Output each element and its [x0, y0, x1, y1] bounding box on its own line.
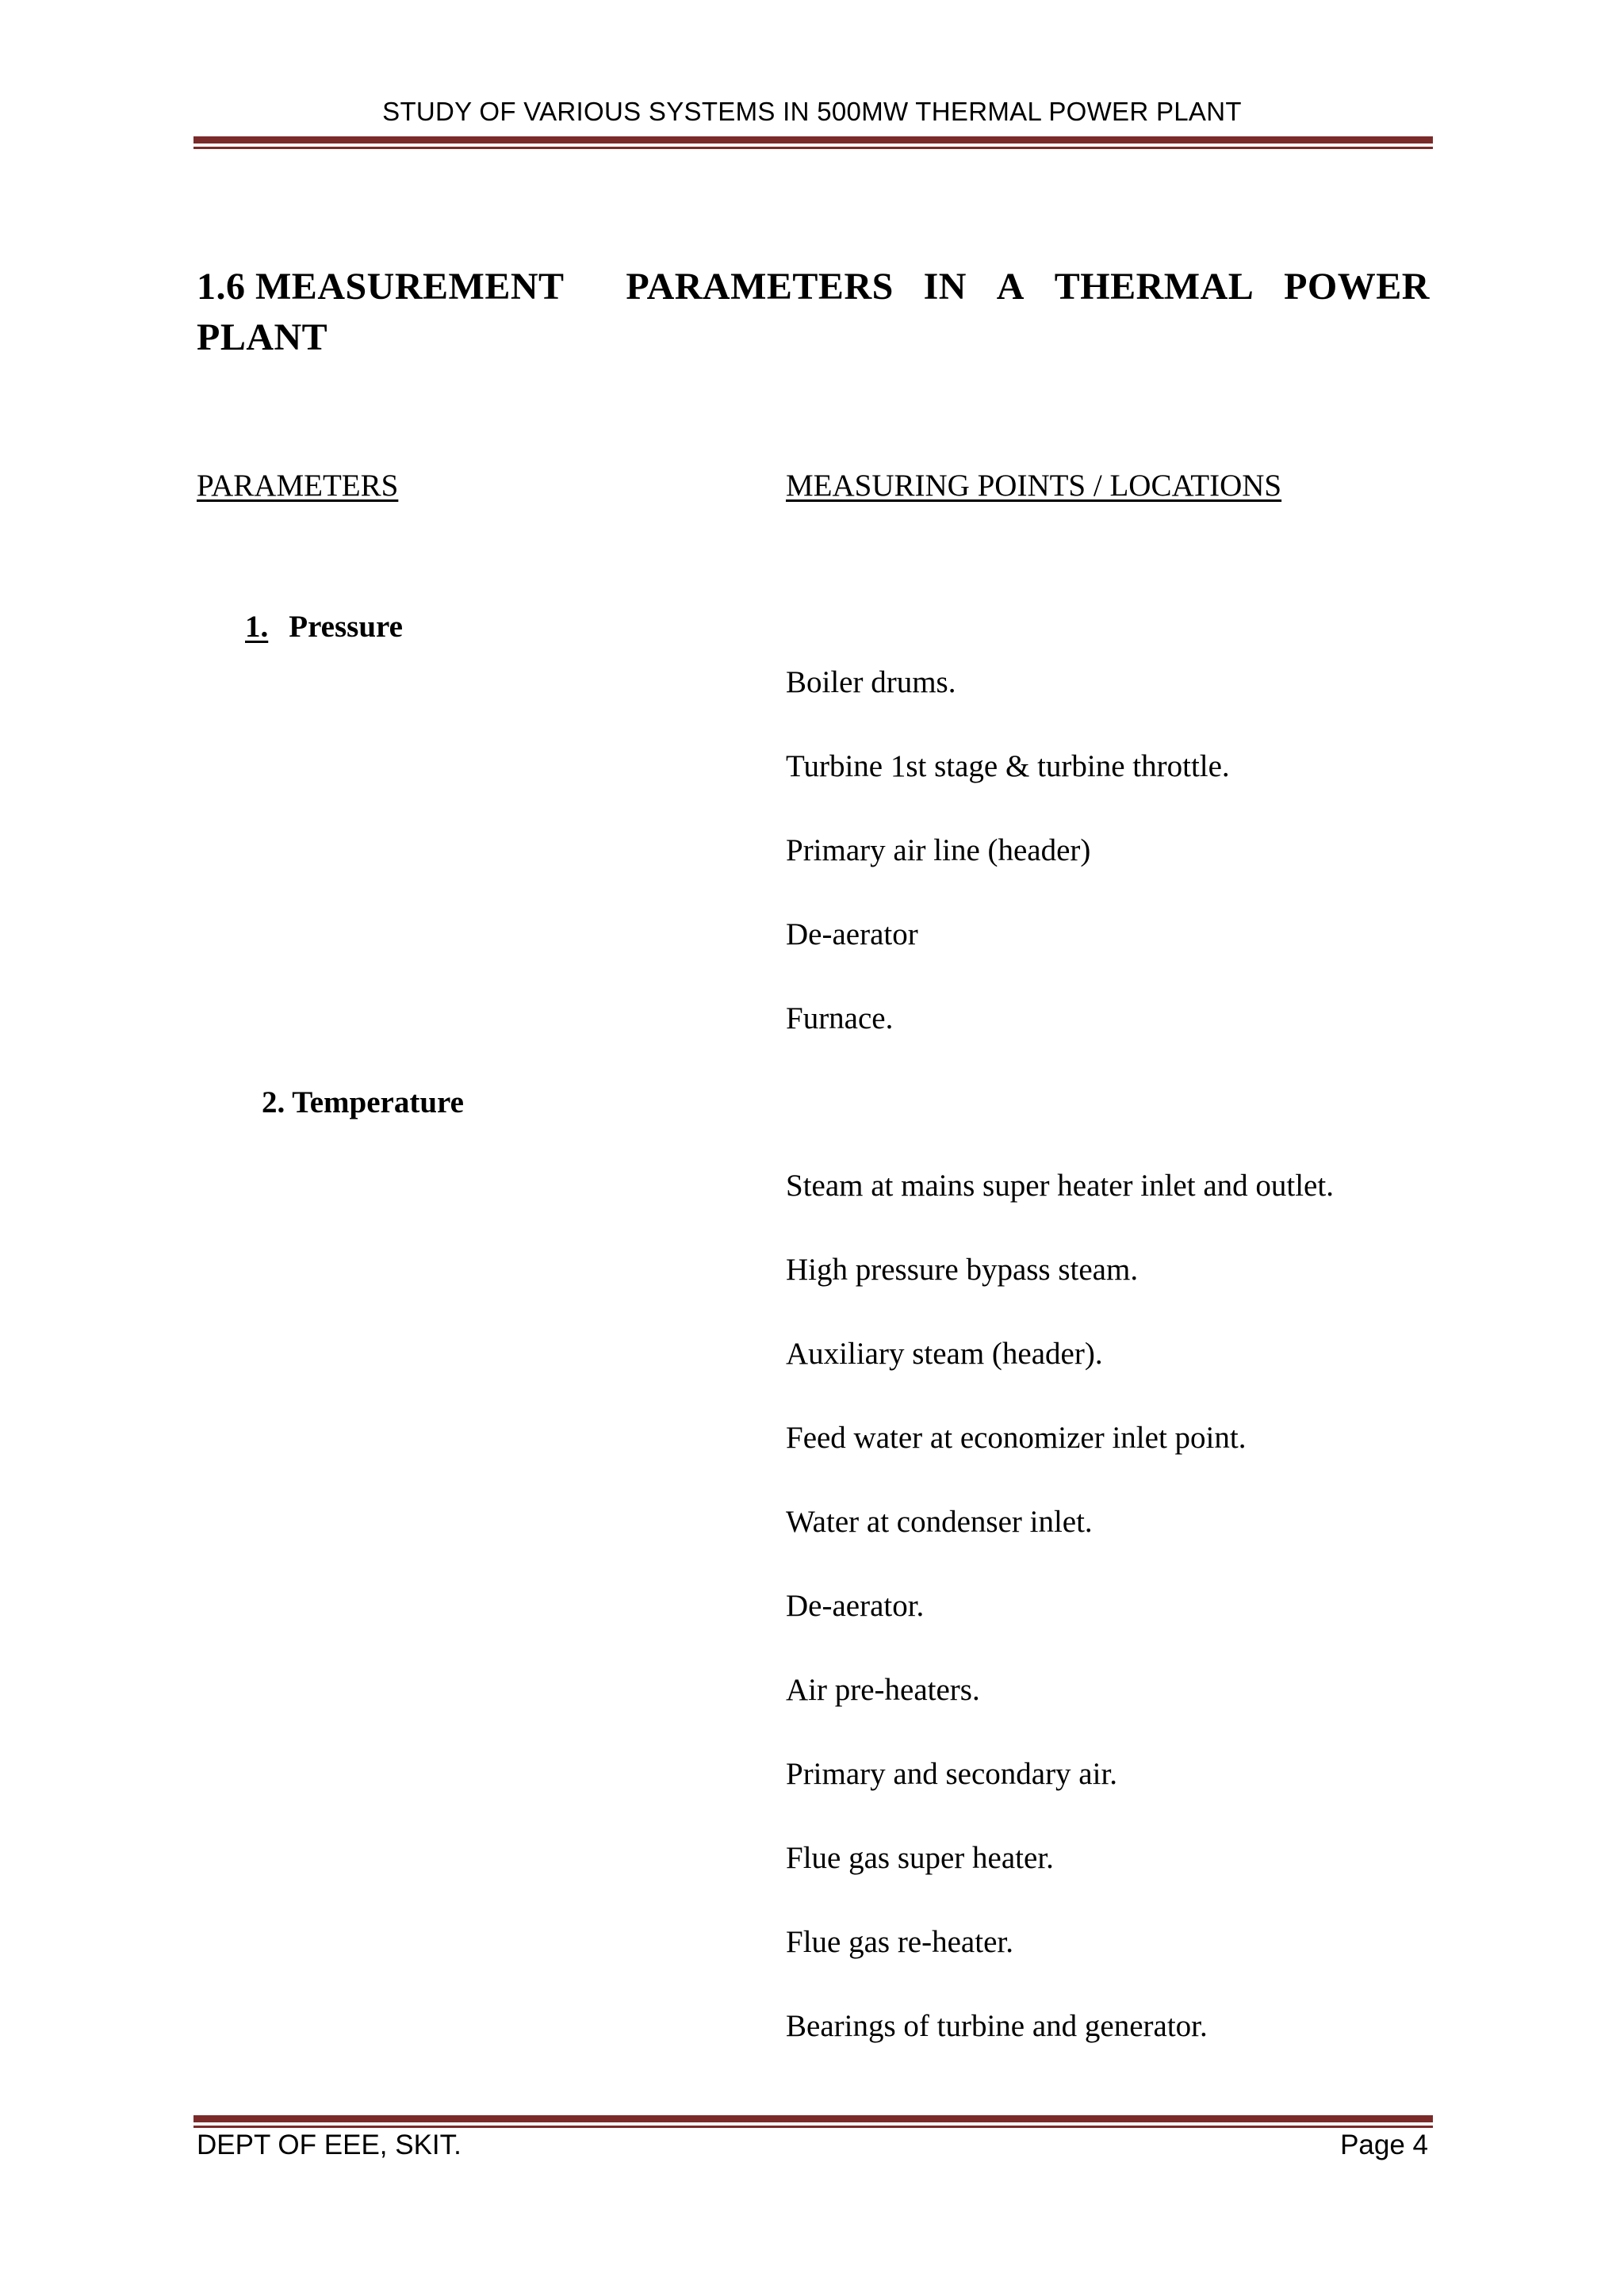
location-item: Feed water at economizer inlet point. [786, 1421, 1247, 1455]
parameter-name: Pressure [289, 610, 403, 644]
footer-department: DEPT OF EEE, SKIT. [197, 2130, 462, 2160]
location-item: Flue gas re-heater. [786, 1925, 1013, 1959]
section-title-line2: PLANT [197, 316, 328, 358]
location-item: Primary and secondary air. [786, 1757, 1118, 1791]
location-item: High pressure bypass steam. [786, 1253, 1139, 1287]
parameter-number: 1. [245, 610, 269, 644]
section-title-word: A [996, 266, 1025, 308]
section-title-word: THERMAL [1054, 266, 1254, 308]
location-item: Air pre-heaters. [786, 1673, 980, 1707]
page-number: Page 4 [1340, 2130, 1428, 2160]
running-header: STUDY OF VARIOUS SYSTEMS IN 500MW THERMAL POWER PLANT [382, 97, 1242, 126]
location-item: Flue gas super heater. [786, 1841, 1054, 1875]
section-title [197, 262, 1430, 363]
parameter-number: 2. [262, 1085, 285, 1119]
location-item: Steam at mains super heater inlet and outlet. [786, 1169, 1334, 1203]
section-title-number: 1.6 MEASUREMENT [197, 266, 565, 308]
location-item: De-aerator. [786, 1589, 925, 1623]
location-item: Auxiliary steam (header). [786, 1337, 1103, 1371]
location-item: Furnace. [786, 1001, 894, 1035]
column-heading-locations: MEASURING POINTS / LOCATIONS [786, 469, 1282, 503]
location-item: Boiler drums. [786, 665, 956, 699]
column-heading-parameters: PARAMETERS [197, 469, 399, 503]
section-title-word: POWER [1284, 266, 1430, 308]
location-item: Bearings of turbine and generator. [786, 2009, 1208, 2043]
footer-rule [193, 2115, 1433, 2128]
section-title-word: IN [923, 266, 967, 308]
location-item: De-aerator [786, 917, 918, 951]
section-title-word: PARAMETERS [626, 266, 894, 308]
parameter-name: Temperature [292, 1085, 464, 1119]
location-item: Water at condenser inlet. [786, 1505, 1093, 1539]
header-rule [193, 136, 1433, 149]
parameter-heading [262, 1085, 464, 1120]
parameter-heading [245, 609, 403, 645]
location-item: Turbine 1st stage & turbine throttle. [786, 749, 1230, 783]
location-item: Primary air line (header) [786, 833, 1091, 867]
